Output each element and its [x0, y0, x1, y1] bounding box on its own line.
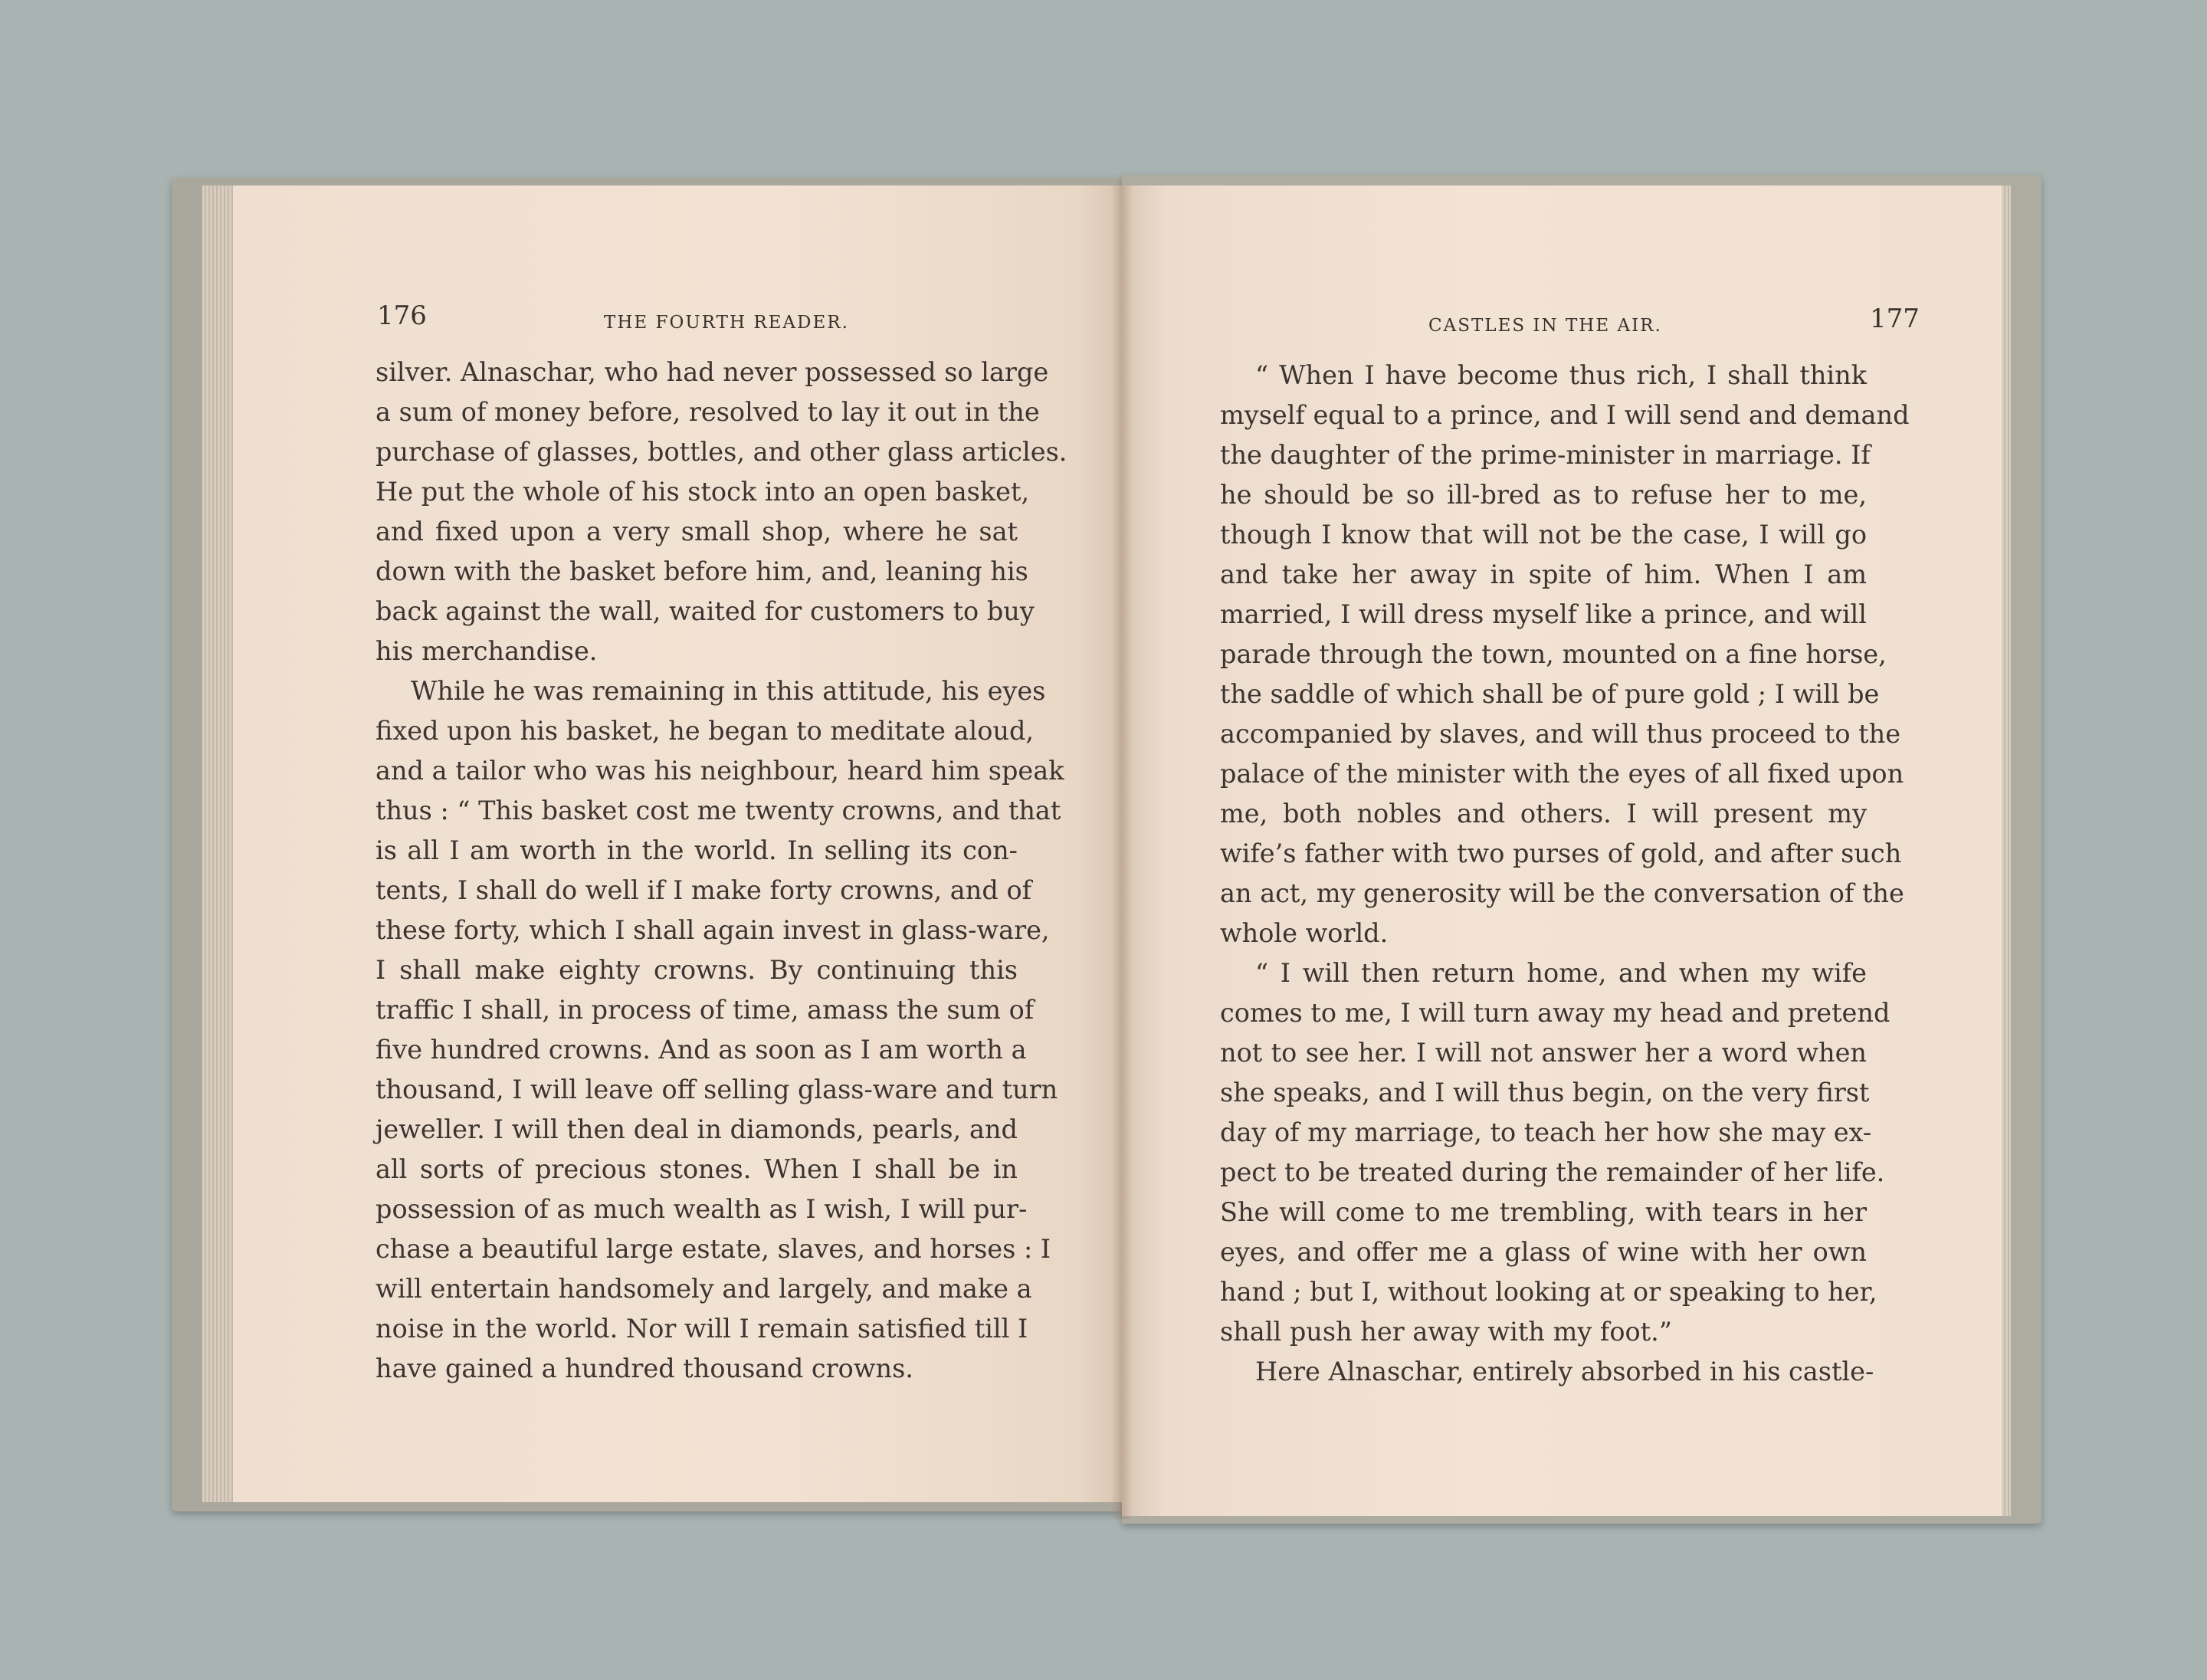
text-line: thousand, I will leave off selling glass-ware and turn	[375, 1075, 1058, 1104]
text-line: he should be so ill-bred as to refuse her to me,	[1220, 480, 1867, 510]
text-line: his merchandise.	[375, 636, 598, 666]
open-book	[172, 175, 2041, 1524]
text-line: all sorts of precious stones. When I shall be in	[375, 1154, 1018, 1184]
text-line: these forty, which I shall again invest in glass-ware,	[375, 915, 1050, 945]
text-line: eyes, and offer me a glass of wine with her own	[1220, 1237, 1867, 1267]
text-line: down with the basket before him, and, leaning his	[375, 556, 1028, 586]
text-line: noise in the world. Nor will I remain satisfied till I	[375, 1314, 1028, 1344]
text-line: “ When I have become thus rich, I shall think	[1255, 360, 1867, 390]
text-line: I shall make eighty crowns. By continuing this	[375, 955, 1018, 985]
right-page	[1122, 185, 2002, 1516]
text-line: wife’s father with two purses of gold, and after such	[1220, 838, 1902, 868]
text-line: whole world.	[1220, 918, 1389, 948]
left-page-number: 176	[377, 300, 427, 331]
text-line: the saddle of which shall be of pure gold ; I will be	[1220, 679, 1880, 709]
text-line: accompanied by slaves, and will thus proceed to the	[1220, 719, 1901, 749]
text-line: an act, my generosity will be the conversation of the	[1220, 878, 1904, 908]
text-line: and take her away in spite of him. When I am	[1220, 559, 1867, 589]
page-edges-right	[2002, 185, 2011, 1516]
text-line: back against the wall, waited for customers to buy	[375, 596, 1035, 626]
text-line: possession of as much wealth as I wish, I will pur-	[375, 1194, 1028, 1224]
text-line: purchase of glasses, bottles, and other glass articles.	[375, 437, 1067, 467]
book-gutter	[1111, 185, 1133, 1519]
text-line: palace of the minister with the eyes of all fixed upon	[1220, 759, 1904, 789]
text-line: she speaks, and I will thus begin, on the very first	[1220, 1078, 1870, 1107]
text-line: fixed upon his basket, he began to meditate aloud,	[375, 716, 1035, 746]
page-edges-left	[202, 185, 233, 1502]
text-line: While he was remaining in this attitude, his eyes	[411, 676, 1046, 706]
text-line: traffic I shall, in process of time, amass the sum of	[375, 995, 1035, 1025]
text-line: comes to me, I will turn away my head and pretend	[1220, 998, 1891, 1028]
text-line: Here Alnaschar, entirely absorbed in his castle-	[1255, 1357, 1874, 1386]
text-line: pect to be treated during the remainder of her life.	[1220, 1157, 1885, 1187]
text-line: married, I will dress myself like a prince, and will	[1220, 599, 1867, 629]
text-line: “ I will then return home, and when my wife	[1255, 958, 1867, 988]
text-line: is all I am worth in the world. In selling its con-	[375, 835, 1018, 865]
text-line: me, both nobles and others. I will present my	[1220, 799, 1867, 829]
text-line: hand ; but I, without looking at or speaking to her,	[1220, 1277, 1877, 1307]
text-line: a sum of money before, resolved to lay it out in the	[375, 397, 1040, 427]
text-line: silver. Alnaschar, who had never possessed so large	[375, 357, 1049, 387]
text-line: He put the whole of his stock into an open basket,	[375, 477, 1030, 507]
text-line: thus : “ This basket cost me twenty crowns, and that	[375, 796, 1061, 825]
text-line: day of my marriage, to teach her how she may ex-	[1220, 1117, 1872, 1147]
text-line: myself equal to a prince, and I will send and demand	[1220, 400, 1910, 430]
right-page-text	[1220, 356, 1910, 1392]
text-line: She will come to me trembling, with tears in her	[1220, 1197, 1867, 1227]
text-line: will entertain handsomely and largely, and make a	[375, 1274, 1032, 1304]
text-line: have gained a hundred thousand crowns.	[375, 1354, 913, 1383]
text-line: jeweller. I will then deal in diamonds, pearls, and	[375, 1114, 1018, 1144]
text-line: the daughter of the prime-minister in marriage. If	[1220, 440, 1871, 470]
text-line: parade through the town, mounted on a fine horse,	[1220, 639, 1887, 669]
right-running-head: CASTLES IN THE AIR.	[1428, 316, 1662, 336]
left-page-text	[375, 353, 1067, 1389]
text-line: chase a beautiful large estate, slaves, and horses : I	[375, 1234, 1051, 1264]
text-line: not to see her. I will not answer her a word when	[1220, 1038, 1867, 1068]
left-running-head: THE FOURTH READER.	[604, 313, 849, 333]
left-page	[233, 185, 1122, 1502]
text-line: tents, I shall do well if I make forty crowns, and of	[375, 875, 1032, 905]
text-line: and fixed upon a very small shop, where he sat	[375, 517, 1018, 546]
text-line: though I know that will not be the case, I will go	[1220, 520, 1867, 550]
text-line: and a tailor who was his neighbour, heard him speak	[375, 756, 1064, 786]
right-page-number: 177	[1870, 304, 1920, 334]
text-line: five hundred crowns. And as soon as I am worth a	[375, 1035, 1027, 1065]
text-line: shall push her away with my foot.”	[1220, 1317, 1672, 1347]
